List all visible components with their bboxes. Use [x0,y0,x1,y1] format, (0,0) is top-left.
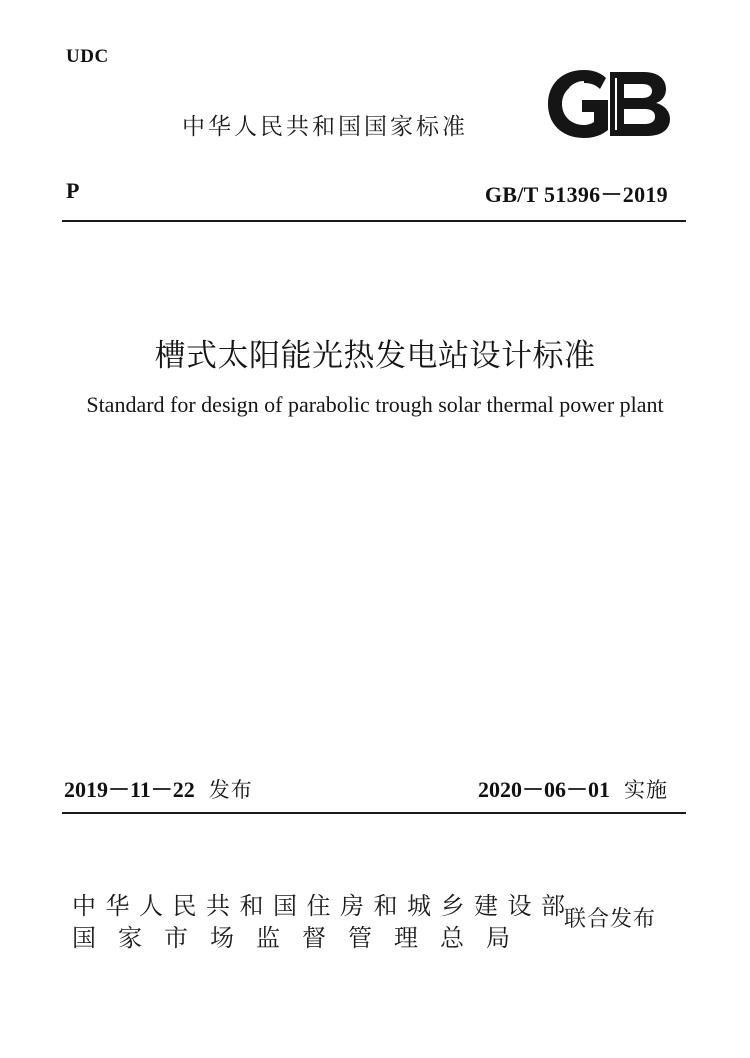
bottom-divider [62,812,686,814]
document-title-en: Standard for design of parabolic trough solar thermal power plant [86,392,664,417]
issuer-line-2: 国家市场监督管理总局 [72,924,532,952]
top-divider [62,220,686,222]
classification-code: P [66,178,80,203]
national-standard-heading: 中华人民共和国国家标准 [182,114,468,140]
document-title-zh: 槽式太阳能光热发电站设计标准 [154,338,596,374]
issue-label: 发布 [208,778,253,802]
standard-number: GB/T 51396－2019 [484,182,668,207]
gb-logo [546,68,672,140]
udc-label: UDC [66,46,109,67]
gb-logo-g [548,70,608,138]
effective-date-block [478,773,668,804]
effective-label: 实施 [624,778,668,802]
issue-date: 2019－11－22 [64,777,195,802]
issue-date-block [64,773,253,804]
issuer-line-1: 中华人民共和国住房和城乡建设部 [72,892,575,920]
effective-date: 2020－06－01 [477,777,610,802]
joint-issue-label: 联合发布 [564,907,657,932]
gb-logo-b [610,72,670,136]
